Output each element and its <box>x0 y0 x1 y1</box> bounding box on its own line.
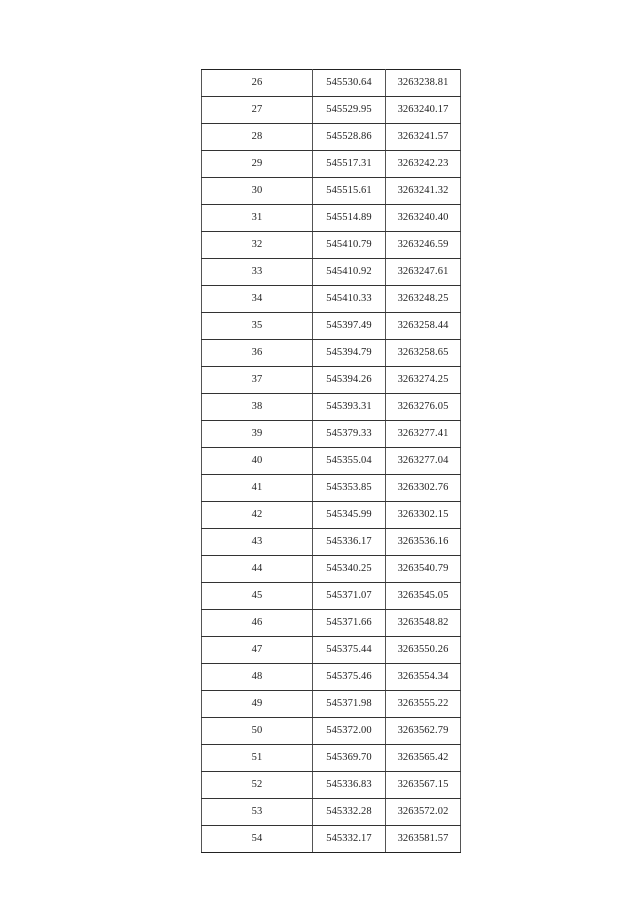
table-row <box>202 745 461 772</box>
point-number-cell: 50 <box>202 718 313 745</box>
table-row <box>202 529 461 556</box>
point-number-cell: 29 <box>202 151 313 178</box>
x-coordinate-cell: 545353.85 <box>313 475 386 502</box>
x-coordinate-cell: 545393.31 <box>313 394 386 421</box>
x-coordinate-cell: 545372.00 <box>313 718 386 745</box>
table-row <box>202 691 461 718</box>
table-row <box>202 97 461 124</box>
x-coordinate-cell: 545355.04 <box>313 448 386 475</box>
point-number-cell: 51 <box>202 745 313 772</box>
table-row <box>202 151 461 178</box>
point-number-cell: 34 <box>202 286 313 313</box>
y-coordinate-cell: 3263240.17 <box>386 97 461 124</box>
point-number-cell: 35 <box>202 313 313 340</box>
point-number-cell: 28 <box>202 124 313 151</box>
table-row <box>202 664 461 691</box>
x-coordinate-cell: 545514.89 <box>313 205 386 232</box>
table-row <box>202 232 461 259</box>
x-coordinate-cell: 545375.46 <box>313 664 386 691</box>
y-coordinate-cell: 3263567.15 <box>386 772 461 799</box>
x-coordinate-cell: 545410.92 <box>313 259 386 286</box>
point-number-cell: 33 <box>202 259 313 286</box>
table-row <box>202 448 461 475</box>
x-coordinate-cell: 545345.99 <box>313 502 386 529</box>
point-number-cell: 36 <box>202 340 313 367</box>
y-coordinate-cell: 3263258.44 <box>386 313 461 340</box>
x-coordinate-cell: 545517.31 <box>313 151 386 178</box>
y-coordinate-cell: 3263565.42 <box>386 745 461 772</box>
x-coordinate-cell: 545371.07 <box>313 583 386 610</box>
table-row <box>202 772 461 799</box>
table-row <box>202 610 461 637</box>
y-coordinate-cell: 3263241.32 <box>386 178 461 205</box>
table-row <box>202 286 461 313</box>
y-coordinate-cell: 3263302.76 <box>386 475 461 502</box>
y-coordinate-cell: 3263246.59 <box>386 232 461 259</box>
y-coordinate-cell: 3263247.61 <box>386 259 461 286</box>
x-coordinate-cell: 545332.28 <box>313 799 386 826</box>
point-number-cell: 26 <box>202 70 313 97</box>
y-coordinate-cell: 3263242.23 <box>386 151 461 178</box>
x-coordinate-cell: 545394.79 <box>313 340 386 367</box>
x-coordinate-cell: 545530.64 <box>313 70 386 97</box>
table-row <box>202 178 461 205</box>
point-number-cell: 37 <box>202 367 313 394</box>
point-number-cell: 41 <box>202 475 313 502</box>
point-number-cell: 32 <box>202 232 313 259</box>
table-row <box>202 70 461 97</box>
point-number-cell: 27 <box>202 97 313 124</box>
point-number-cell: 45 <box>202 583 313 610</box>
table-row <box>202 394 461 421</box>
y-coordinate-cell: 3263555.22 <box>386 691 461 718</box>
x-coordinate-cell: 545394.26 <box>313 367 386 394</box>
x-coordinate-cell: 545371.66 <box>313 610 386 637</box>
y-coordinate-cell: 3263277.41 <box>386 421 461 448</box>
table-row <box>202 340 461 367</box>
point-number-cell: 40 <box>202 448 313 475</box>
x-coordinate-cell: 545515.61 <box>313 178 386 205</box>
point-number-cell: 49 <box>202 691 313 718</box>
y-coordinate-cell: 3263258.65 <box>386 340 461 367</box>
point-number-cell: 30 <box>202 178 313 205</box>
table-row <box>202 421 461 448</box>
x-coordinate-cell: 545375.44 <box>313 637 386 664</box>
table-row <box>202 205 461 232</box>
x-coordinate-cell: 545336.83 <box>313 772 386 799</box>
point-number-cell: 39 <box>202 421 313 448</box>
y-coordinate-cell: 3263536.16 <box>386 529 461 556</box>
coordinate-table <box>201 69 461 853</box>
x-coordinate-cell: 545336.17 <box>313 529 386 556</box>
y-coordinate-cell: 3263238.81 <box>386 70 461 97</box>
table-row <box>202 826 461 853</box>
x-coordinate-cell: 545528.86 <box>313 124 386 151</box>
x-coordinate-cell: 545397.49 <box>313 313 386 340</box>
x-coordinate-cell: 545529.95 <box>313 97 386 124</box>
point-number-cell: 43 <box>202 529 313 556</box>
coordinate-table-body <box>202 70 461 853</box>
x-coordinate-cell: 545371.98 <box>313 691 386 718</box>
table-row <box>202 556 461 583</box>
x-coordinate-cell: 545410.33 <box>313 286 386 313</box>
table-row <box>202 259 461 286</box>
x-coordinate-cell: 545410.79 <box>313 232 386 259</box>
table-row <box>202 637 461 664</box>
y-coordinate-cell: 3263276.05 <box>386 394 461 421</box>
y-coordinate-cell: 3263548.82 <box>386 610 461 637</box>
point-number-cell: 38 <box>202 394 313 421</box>
point-number-cell: 47 <box>202 637 313 664</box>
x-coordinate-cell: 545369.70 <box>313 745 386 772</box>
point-number-cell: 44 <box>202 556 313 583</box>
y-coordinate-cell: 3263540.79 <box>386 556 461 583</box>
table-row <box>202 367 461 394</box>
x-coordinate-cell: 545340.25 <box>313 556 386 583</box>
table-row <box>202 502 461 529</box>
y-coordinate-cell: 3263550.26 <box>386 637 461 664</box>
table-row <box>202 124 461 151</box>
x-coordinate-cell: 545379.33 <box>313 421 386 448</box>
point-number-cell: 48 <box>202 664 313 691</box>
y-coordinate-cell: 3263240.40 <box>386 205 461 232</box>
x-coordinate-cell: 545332.17 <box>313 826 386 853</box>
point-number-cell: 46 <box>202 610 313 637</box>
y-coordinate-cell: 3263302.15 <box>386 502 461 529</box>
y-coordinate-cell: 3263554.34 <box>386 664 461 691</box>
y-coordinate-cell: 3263562.79 <box>386 718 461 745</box>
y-coordinate-cell: 3263545.05 <box>386 583 461 610</box>
y-coordinate-cell: 3263581.57 <box>386 826 461 853</box>
table-row <box>202 313 461 340</box>
y-coordinate-cell: 3263277.04 <box>386 448 461 475</box>
point-number-cell: 54 <box>202 826 313 853</box>
table-row <box>202 799 461 826</box>
point-number-cell: 31 <box>202 205 313 232</box>
y-coordinate-cell: 3263248.25 <box>386 286 461 313</box>
point-number-cell: 52 <box>202 772 313 799</box>
y-coordinate-cell: 3263241.57 <box>386 124 461 151</box>
table-row <box>202 583 461 610</box>
y-coordinate-cell: 3263572.02 <box>386 799 461 826</box>
table-row <box>202 718 461 745</box>
table-row <box>202 475 461 502</box>
y-coordinate-cell: 3263274.25 <box>386 367 461 394</box>
point-number-cell: 42 <box>202 502 313 529</box>
point-number-cell: 53 <box>202 799 313 826</box>
